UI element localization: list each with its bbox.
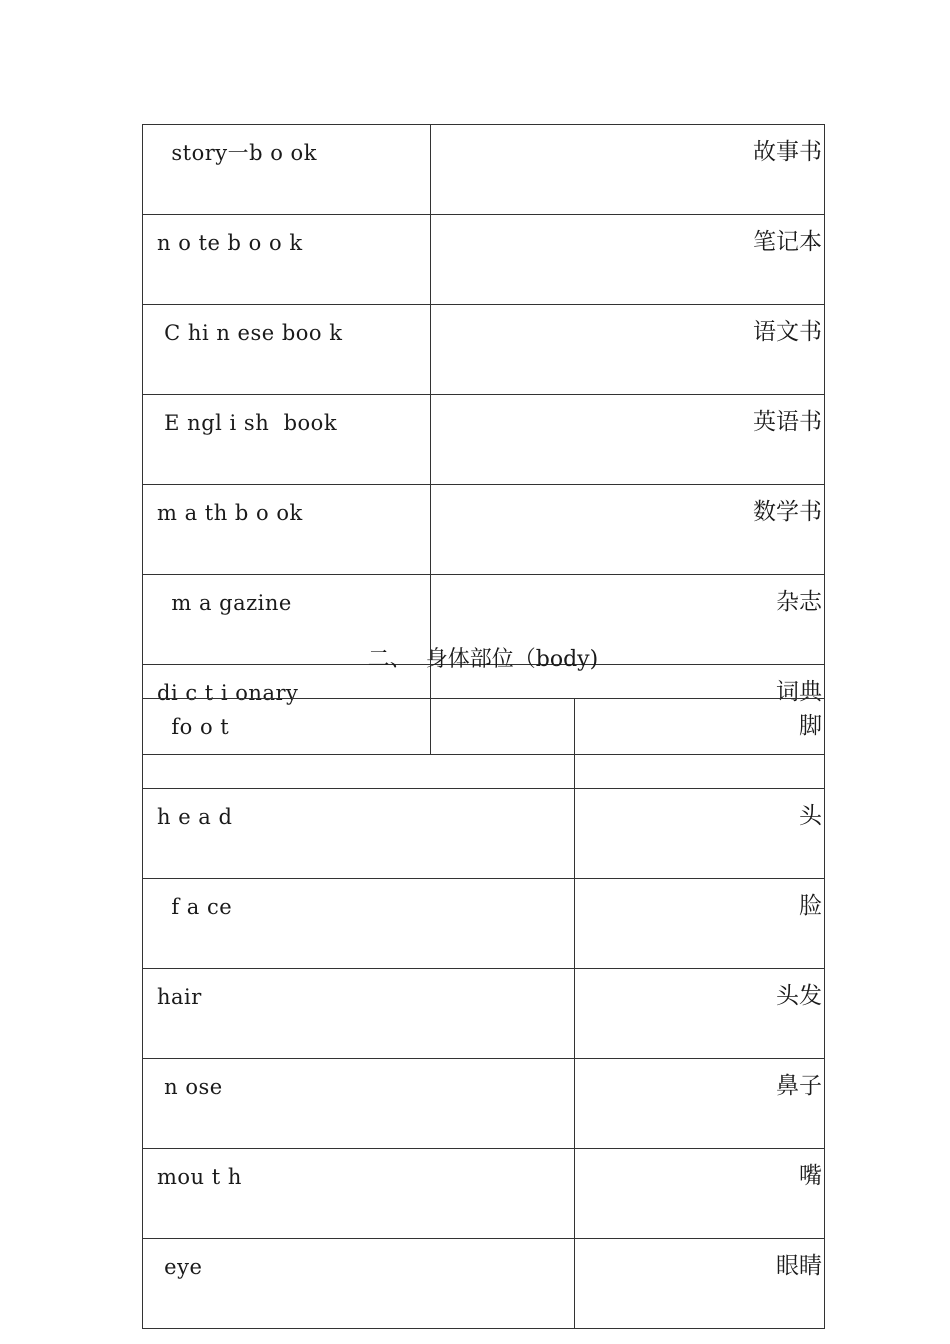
english-word: f a ce (143, 879, 575, 969)
chinese-translation: 鼻子 (575, 1059, 825, 1149)
chinese-translation: 杂志 (431, 575, 825, 665)
chinese-translation: 词典 (431, 665, 825, 755)
chinese-translation: 头发 (575, 969, 825, 1059)
table-row (143, 969, 825, 1059)
english-word: eye (143, 1239, 575, 1329)
section-heading: 二、 身体部位（body) (367, 647, 599, 672)
chinese-translation: 头 (575, 789, 825, 879)
chinese-translation: 嘴 (575, 1149, 825, 1239)
english-word: hair (143, 969, 575, 1059)
chinese-translation: 故事书 (431, 125, 825, 215)
english-word: C hi n ese boo k (143, 305, 431, 395)
chinese-translation: 脸 (575, 879, 825, 969)
chinese-translation: 语文书 (431, 305, 825, 395)
table-row (143, 485, 825, 575)
english-word: fo o t (143, 699, 575, 789)
chinese-translation: 眼睛 (575, 1239, 825, 1329)
table-row (143, 879, 825, 969)
english-word: m a th b o ok (143, 485, 431, 575)
chinese-translation: 笔记本 (431, 215, 825, 305)
table-row (143, 125, 825, 215)
english-word: m a gazine (143, 575, 431, 665)
table-row (143, 215, 825, 305)
table-row (143, 789, 825, 879)
table-row (143, 395, 825, 485)
table-row (143, 1059, 825, 1149)
chinese-translation: 数学书 (431, 485, 825, 575)
table-row (143, 305, 825, 395)
english-word: n ose (143, 1059, 575, 1149)
english-word: story一b o ok (143, 125, 431, 215)
chinese-translation: 脚 (575, 699, 825, 789)
table-row (143, 1239, 825, 1329)
english-word: mou t h (143, 1149, 575, 1239)
english-word: E ngl i sh book (143, 395, 431, 485)
english-word: h e a d (143, 789, 575, 879)
english-word: n o te b o o k (143, 215, 431, 305)
chinese-translation: 英语书 (431, 395, 825, 485)
english-word: di c t i onary (143, 665, 431, 755)
table-row (143, 699, 825, 789)
body-parts-vocab-table (142, 698, 825, 1329)
table-row (143, 1149, 825, 1239)
